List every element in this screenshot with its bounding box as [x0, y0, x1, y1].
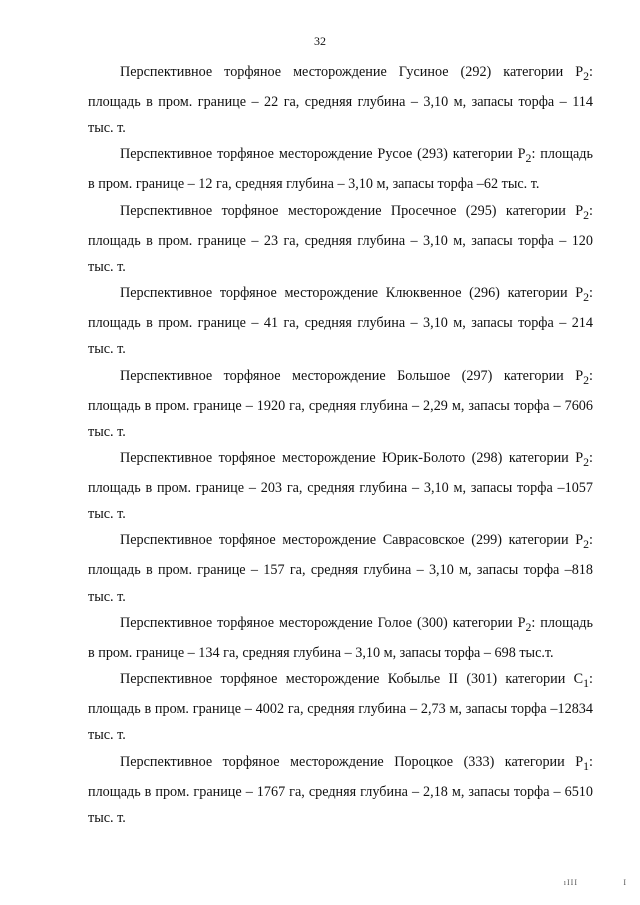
paragraph-klyukvennoe: Перспективное торфяное месторождение Клюквенное (296) категории $Р_2$: площадь в пром. границе – 41 га, средняя глубина – 3,10 м, запасы торфа – 214 тыс. т. [88, 285, 593, 358]
paragraph-kobylye-ii: Перспективное торфяное месторождение Кобылье II (301) категории $С_1$: площадь в пром. границе – 4002 га, средняя глубина – 2,73 м, запасы торфа –12834 тыс. т. [88, 671, 593, 744]
paragraph-bolshoe: Перспективное торфяное месторождение Большое (297) категории $Р_2$: площадь в пром. границе – 1920 га, средняя глубина – 2,29 м, запасы торфа – 7606 тыс. т. [88, 367, 593, 440]
scan-mark-edge: I [623, 878, 626, 887]
paragraph-porotskoe: Перспективное торфяное месторождение Пороцкое (333) категории $Р_1$: площадь в пром. границе – 1767 га, средняя глубина – 2,18 м, запасы торфа – 6510 тыс. т. [88, 753, 593, 826]
page-number: 32 [314, 34, 326, 48]
document-body [88, 59, 593, 831]
paragraph-prosechnoe: Перспективное торфяное месторождение Просечное (295) категории $Р_2$: площадь в пром. границе – 23 га, средняя глубина – 3,10 м, запасы торфа – 120 тыс. т. [88, 202, 593, 275]
paragraph-savrasovskoe: Перспективное торфяное месторождение Саврасовское (299) категории $Р_2$: площадь в пром. границе – 157 га, средняя глубина – 3,10 м, запасы торфа –818 тыс. т. [88, 532, 593, 605]
paragraph-goloe: Перспективное торфяное месторождение Голое (300) категории $Р_2$: площадь в пром. границе – 134 га, средняя глубина – 3,10 м, запасы торфа – 698 тыс.т. [88, 614, 593, 661]
paragraph-gusinoe: Перспективное торфяное месторождение Гусиное (292) категории $Р_2$: площадь в пром. границе – 22 га, средняя глубина – 3,10 м, запасы торфа – 114 тыс. т. [88, 64, 593, 137]
paragraph-rusoe: Перспективное торфяное месторождение Русое (293) категории $Р_2$: площадь в пром. границе – 12 га, средняя глубина – 3,10 м, запасы торфа –62 тыс. т. [88, 146, 593, 193]
scan-mark: ıIII [563, 878, 578, 887]
paragraph-yurik-boloto: Перспективное торфяное месторождение Юрик-Болото (298) категории $Р_2$: площадь в пром. границе – 203 га, средняя глубина – 3,10 м, запасы торфа –1057 тыс. т. [88, 449, 593, 523]
